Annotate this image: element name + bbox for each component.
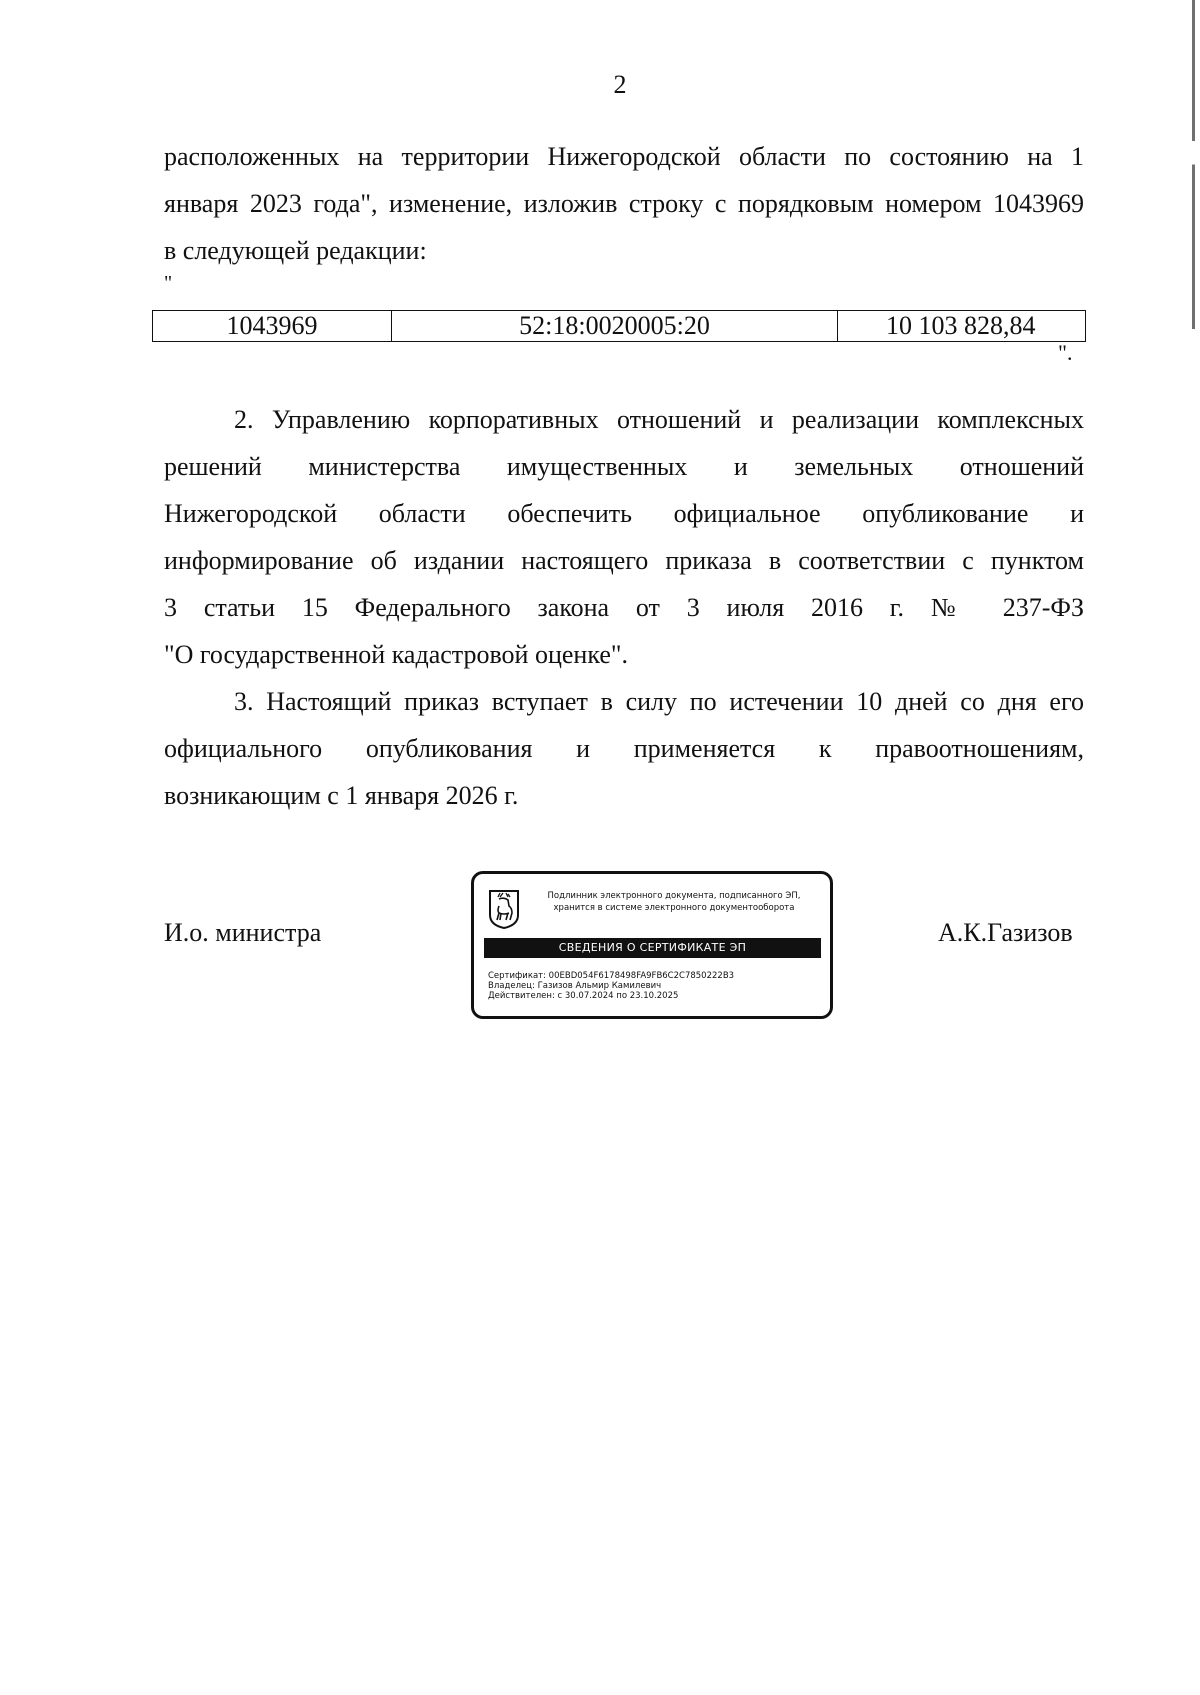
item2-line: решений министерства имущественных и земельных отношений xyxy=(164,452,1084,481)
item3-paragraph xyxy=(164,678,1084,819)
nizhny-novgorod-deer-emblem-icon xyxy=(488,889,520,929)
item2-line: 3 статьи 15 Федерального закона от 3 июля 2016 г. № 237-ФЗ xyxy=(164,593,1084,622)
certificate-owner: Владелец: Газизов Альмир Камилевич xyxy=(488,981,662,991)
item2-line: информирование об издании настоящего приказа в соответствии с пунктом xyxy=(164,546,1084,575)
intro-line: в следующей редакции: xyxy=(164,236,427,265)
item3-line: официального опубликования и применяется к правоотношениям, xyxy=(164,734,1084,763)
cadastral-value-cell: 10 103 828,84 xyxy=(838,311,1086,342)
quote-open: " xyxy=(164,272,173,294)
intro-line: января 2023 года", изменение, изложив строку с порядковым номером 1043969 xyxy=(164,189,1084,218)
item2-line: 2. Управлению корпоративных отношений и реализации комплексных xyxy=(234,405,1084,434)
page-number: 2 xyxy=(613,70,627,99)
intro-line: расположенных на территории Нижегородской области по состоянию на 1 xyxy=(164,142,1084,171)
stamp-header-line: хранится в системе электронного документооборота xyxy=(553,903,795,913)
signatory-position: И.о. министра xyxy=(164,918,322,947)
stamp-header xyxy=(526,890,822,914)
stamp-header-line: Подлинник электронного документа, подписанного ЭП, xyxy=(547,891,801,901)
cadastral-value-table xyxy=(152,310,1086,342)
electronic-signature-stamp xyxy=(471,871,833,1019)
table-row xyxy=(153,311,1086,342)
item3-line: возникающим с 1 января 2026 г. xyxy=(164,781,519,810)
certificate-validity: Действителен: с 30.07.2024 по 23.10.2025 xyxy=(488,991,679,1001)
row-number-cell: 1043969 xyxy=(153,311,392,342)
item3-line: 3. Настоящий приказ вступает в силу по истечении 10 дней со дня его xyxy=(234,687,1084,716)
quote-close: ". xyxy=(1058,340,1073,365)
item2-paragraph xyxy=(164,396,1084,678)
stamp-certificate-details xyxy=(488,971,734,1001)
stamp-certificate-bar: СВЕДЕНИЯ О СЕРТИФИКАТЕ ЭП xyxy=(484,938,821,958)
signatory-name: А.К.Газизов xyxy=(938,918,1073,947)
certificate-serial: Сертификат: 00EBD054F6178498FA9FB6C2C7850222B3 xyxy=(488,971,735,981)
cadastral-number-cell: 52:18:0020005:20 xyxy=(392,311,838,342)
item2-line: "О государственной кадастровой оценке". xyxy=(164,640,628,669)
item2-line: Нижегородской области обеспечить официальное опубликование и xyxy=(164,499,1084,528)
intro-paragraph xyxy=(164,133,1084,274)
